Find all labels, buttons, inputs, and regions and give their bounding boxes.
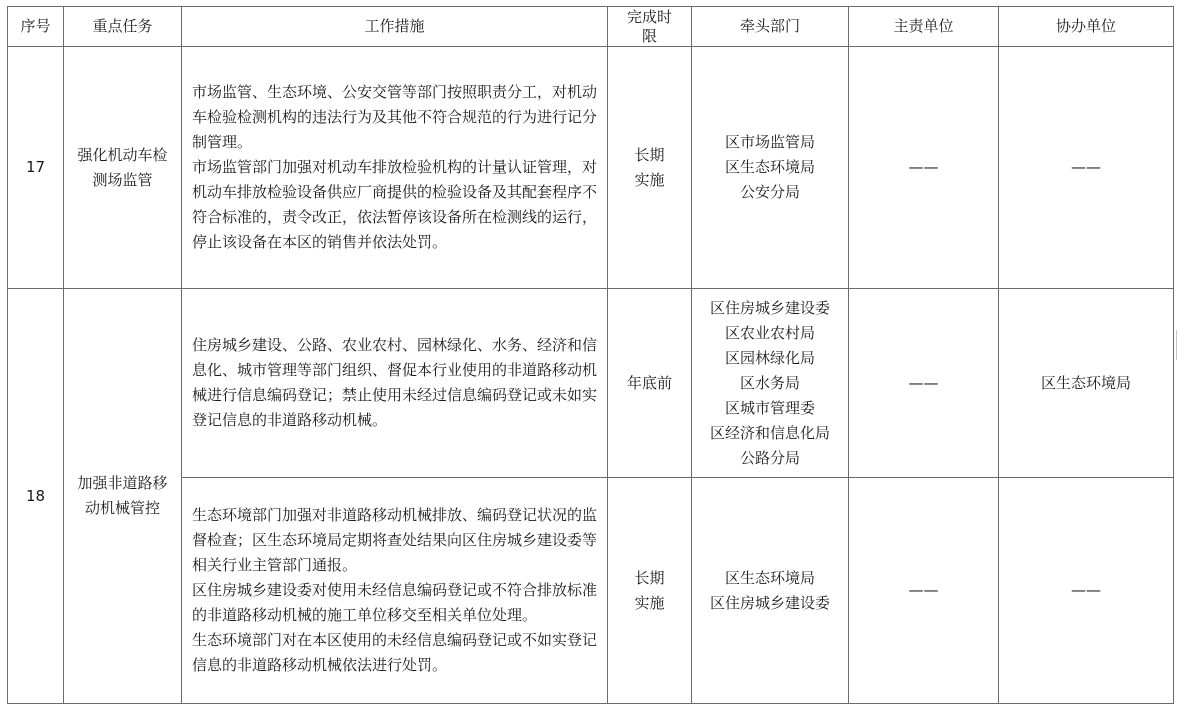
row17-lead-2: 区生态环境局 — [724, 158, 815, 176]
table-row-18b — [8, 478, 1174, 704]
row18b-measure-2: 区住房城乡建设委对使用未经信息编码登记或不符合排放标准的非道路移动机械的施工单位移交至相关单位处理。 — [192, 581, 598, 624]
row18-no: 18 — [8, 289, 64, 704]
row17-main: —— — [849, 47, 999, 289]
row18a-lead-7: 公路分局 — [739, 448, 800, 467]
scroll-edge-marker — [1176, 330, 1184, 360]
row18a-measures — [182, 289, 608, 478]
row18a-lead-3: 区园林绿化局 — [724, 348, 815, 367]
row18b-main: —— — [849, 478, 999, 704]
row17-deadline: 长期实施 — [634, 145, 665, 189]
row17-measure-2: 市场监管部门加强对机动车排放检验机构的计量认证管理，对机动车排放检验设备供应厂商提供的检验设备及其配套程序不符合标准的，责令改正，依法暂停该设备所在检测线的运行，停止该设备在本区的销售并依法处罚。 — [192, 158, 598, 251]
header-assist: 协办单位 — [999, 7, 1174, 47]
row18a-lead-1: 区住房城乡建设委 — [709, 298, 830, 317]
row18a-lead-4: 区水务局 — [739, 373, 800, 392]
row17-no: 17 — [8, 47, 64, 289]
row18b-lead-1: 区生态环境局 — [724, 568, 815, 587]
header-measures: 工作措施 — [182, 7, 608, 47]
table-row-17 — [8, 47, 1174, 289]
row17-lead-1: 区市场监管局 — [724, 133, 815, 151]
row18a-assist: 区生态环境局 — [999, 289, 1174, 478]
row17-lead — [692, 47, 849, 289]
header-main: 主责单位 — [849, 7, 999, 47]
row18b-deadline: 长期实施 — [634, 568, 665, 612]
row18a-lead-5: 区城市管理委 — [724, 398, 815, 417]
row18-task-cell — [64, 289, 182, 704]
row17-measures — [182, 47, 608, 289]
row18b-assist: —— — [999, 478, 1174, 704]
header-lead: 牵头部门 — [692, 7, 849, 47]
row17-task: 强化机动车检测场监管 — [77, 145, 168, 189]
row18a-deadline: 年底前 — [608, 289, 692, 478]
row18b-measures — [182, 478, 608, 704]
table-row-18a — [8, 289, 1174, 478]
task-table — [7, 6, 1174, 704]
header-row — [8, 7, 1174, 47]
row18b-lead-2: 区住房城乡建设委 — [709, 593, 830, 612]
row18b-measure-1: 生态环境部门加强对非道路移动机械排放、编码登记状况的监督检查；区生态环境局定期将查处结果向区住房城乡建设委等相关行业主管部门通报。 — [192, 506, 598, 574]
row18b-measure-3: 生态环境部门对在本区使用的未经信息编码登记或不如实登记信息的非道路移动机械依法进行处罚。 — [192, 631, 598, 674]
row18-task: 加强非道路移动机械管控 — [77, 474, 168, 517]
header-no: 序号 — [8, 7, 64, 47]
row18b-deadline-cell — [608, 478, 692, 704]
row18a-main: —— — [849, 289, 999, 478]
row17-measure-1: 市场监管、生态环境、公安交管等部门按照职责分工，对机动车检验检测机构的违法行为及其他不符合规范的行为进行记分制管理。 — [192, 83, 598, 151]
row17-task-cell — [64, 47, 182, 289]
row17-lead-3: 公安分局 — [739, 183, 800, 201]
row17-deadline-cell — [608, 47, 692, 289]
header-deadline-text: 完成时限 — [626, 7, 672, 45]
header-deadline — [608, 7, 692, 47]
row18a-lead — [692, 289, 849, 478]
row18a-lead-6: 区经济和信息化局 — [709, 423, 830, 442]
row18a-lead-2: 区农业农村局 — [724, 323, 815, 342]
header-task: 重点任务 — [64, 7, 182, 47]
row18a-measure-1: 住房城乡建设、公路、农业农村、园林绿化、水务、经济和信息化、城市管理等部门组织、督促本行业使用的非道路移动机械进行信息编码登记；禁止使用未经过信息编码登记或未如实登记信息的非道路移动机械。 — [192, 336, 598, 429]
row17-assist: —— — [999, 47, 1174, 289]
row18b-lead — [692, 478, 849, 704]
